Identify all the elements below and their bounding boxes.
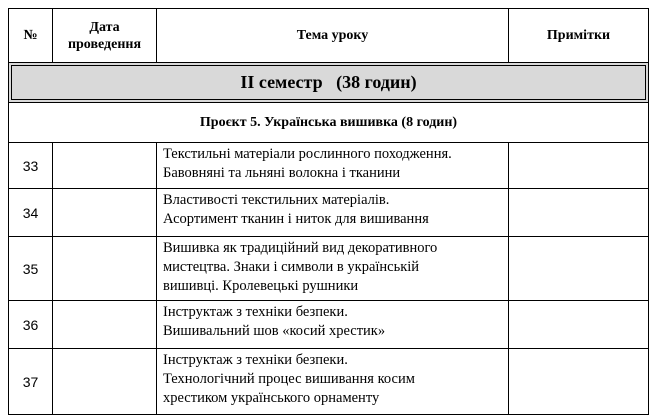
lesson-number: 36 — [9, 301, 53, 349]
lesson-topic-line: Асортимент тканин і ниток для вишивання — [163, 211, 429, 227]
table-row — [9, 143, 649, 189]
semester-label: ІІ семестр — [240, 72, 323, 92]
lesson-date — [53, 143, 157, 189]
lesson-topic — [157, 237, 509, 301]
table-row — [9, 301, 649, 349]
table-row — [9, 189, 649, 237]
header-date: Дата проведення — [53, 9, 157, 63]
table-row — [9, 349, 649, 415]
lesson-topic-line: Вишивка як традиційний вид декоративного — [163, 240, 438, 256]
table-row — [9, 237, 649, 301]
table-header-row — [9, 9, 649, 63]
lesson-number: 35 — [9, 237, 53, 301]
lesson-topic-line: Текстильні матеріали рослинного походження. — [163, 146, 452, 162]
lesson-topic-line: вишивці. Кролевецькі рушники — [163, 278, 359, 294]
project-row — [9, 103, 649, 143]
lesson-notes — [509, 143, 649, 189]
lesson-topic — [157, 143, 509, 189]
lesson-date — [53, 301, 157, 349]
header-number: № — [9, 9, 53, 63]
lesson-topic-line: Інструктаж з техніки безпеки. — [163, 304, 348, 320]
lesson-topic — [157, 301, 509, 349]
lesson-date — [53, 349, 157, 415]
lesson-notes — [509, 301, 649, 349]
lesson-topic-line: Бавовняні та льняні волокна і тканини — [163, 165, 401, 181]
lesson-topic — [157, 189, 509, 237]
semester-banner — [11, 65, 646, 100]
project-title: Проєкт 5. Українська вишивка (8 годин) — [9, 103, 649, 143]
lesson-date — [53, 189, 157, 237]
lesson-date — [53, 237, 157, 301]
lesson-number: 34 — [9, 189, 53, 237]
lesson-number: 33 — [9, 143, 53, 189]
lesson-notes — [509, 237, 649, 301]
lesson-topic-line: хрестиком українського орнаменту — [163, 390, 380, 406]
lesson-topic-line: Технологічний процес вишивання косим — [163, 371, 415, 387]
semester-hours: (38 годин) — [336, 72, 417, 92]
semester-row — [9, 63, 649, 103]
lesson-topic-line: Інструктаж з техніки безпеки. — [163, 352, 348, 368]
header-notes: Примітки — [509, 9, 649, 63]
header-topic: Тема уроку — [157, 9, 509, 63]
semester-cell — [9, 63, 649, 103]
lesson-topic-line: Вишивальний шов «косий хрестик» — [163, 323, 386, 339]
lesson-notes — [509, 349, 649, 415]
lesson-number: 37 — [9, 349, 53, 415]
lesson-topic-line: Властивості текстильних матеріалів. — [163, 192, 390, 208]
lesson-topic-line: мистецтва. Знаки і символи в українській — [163, 259, 420, 275]
lesson-notes — [509, 189, 649, 237]
lesson-plan-table — [8, 8, 649, 415]
lesson-topic — [157, 349, 509, 415]
